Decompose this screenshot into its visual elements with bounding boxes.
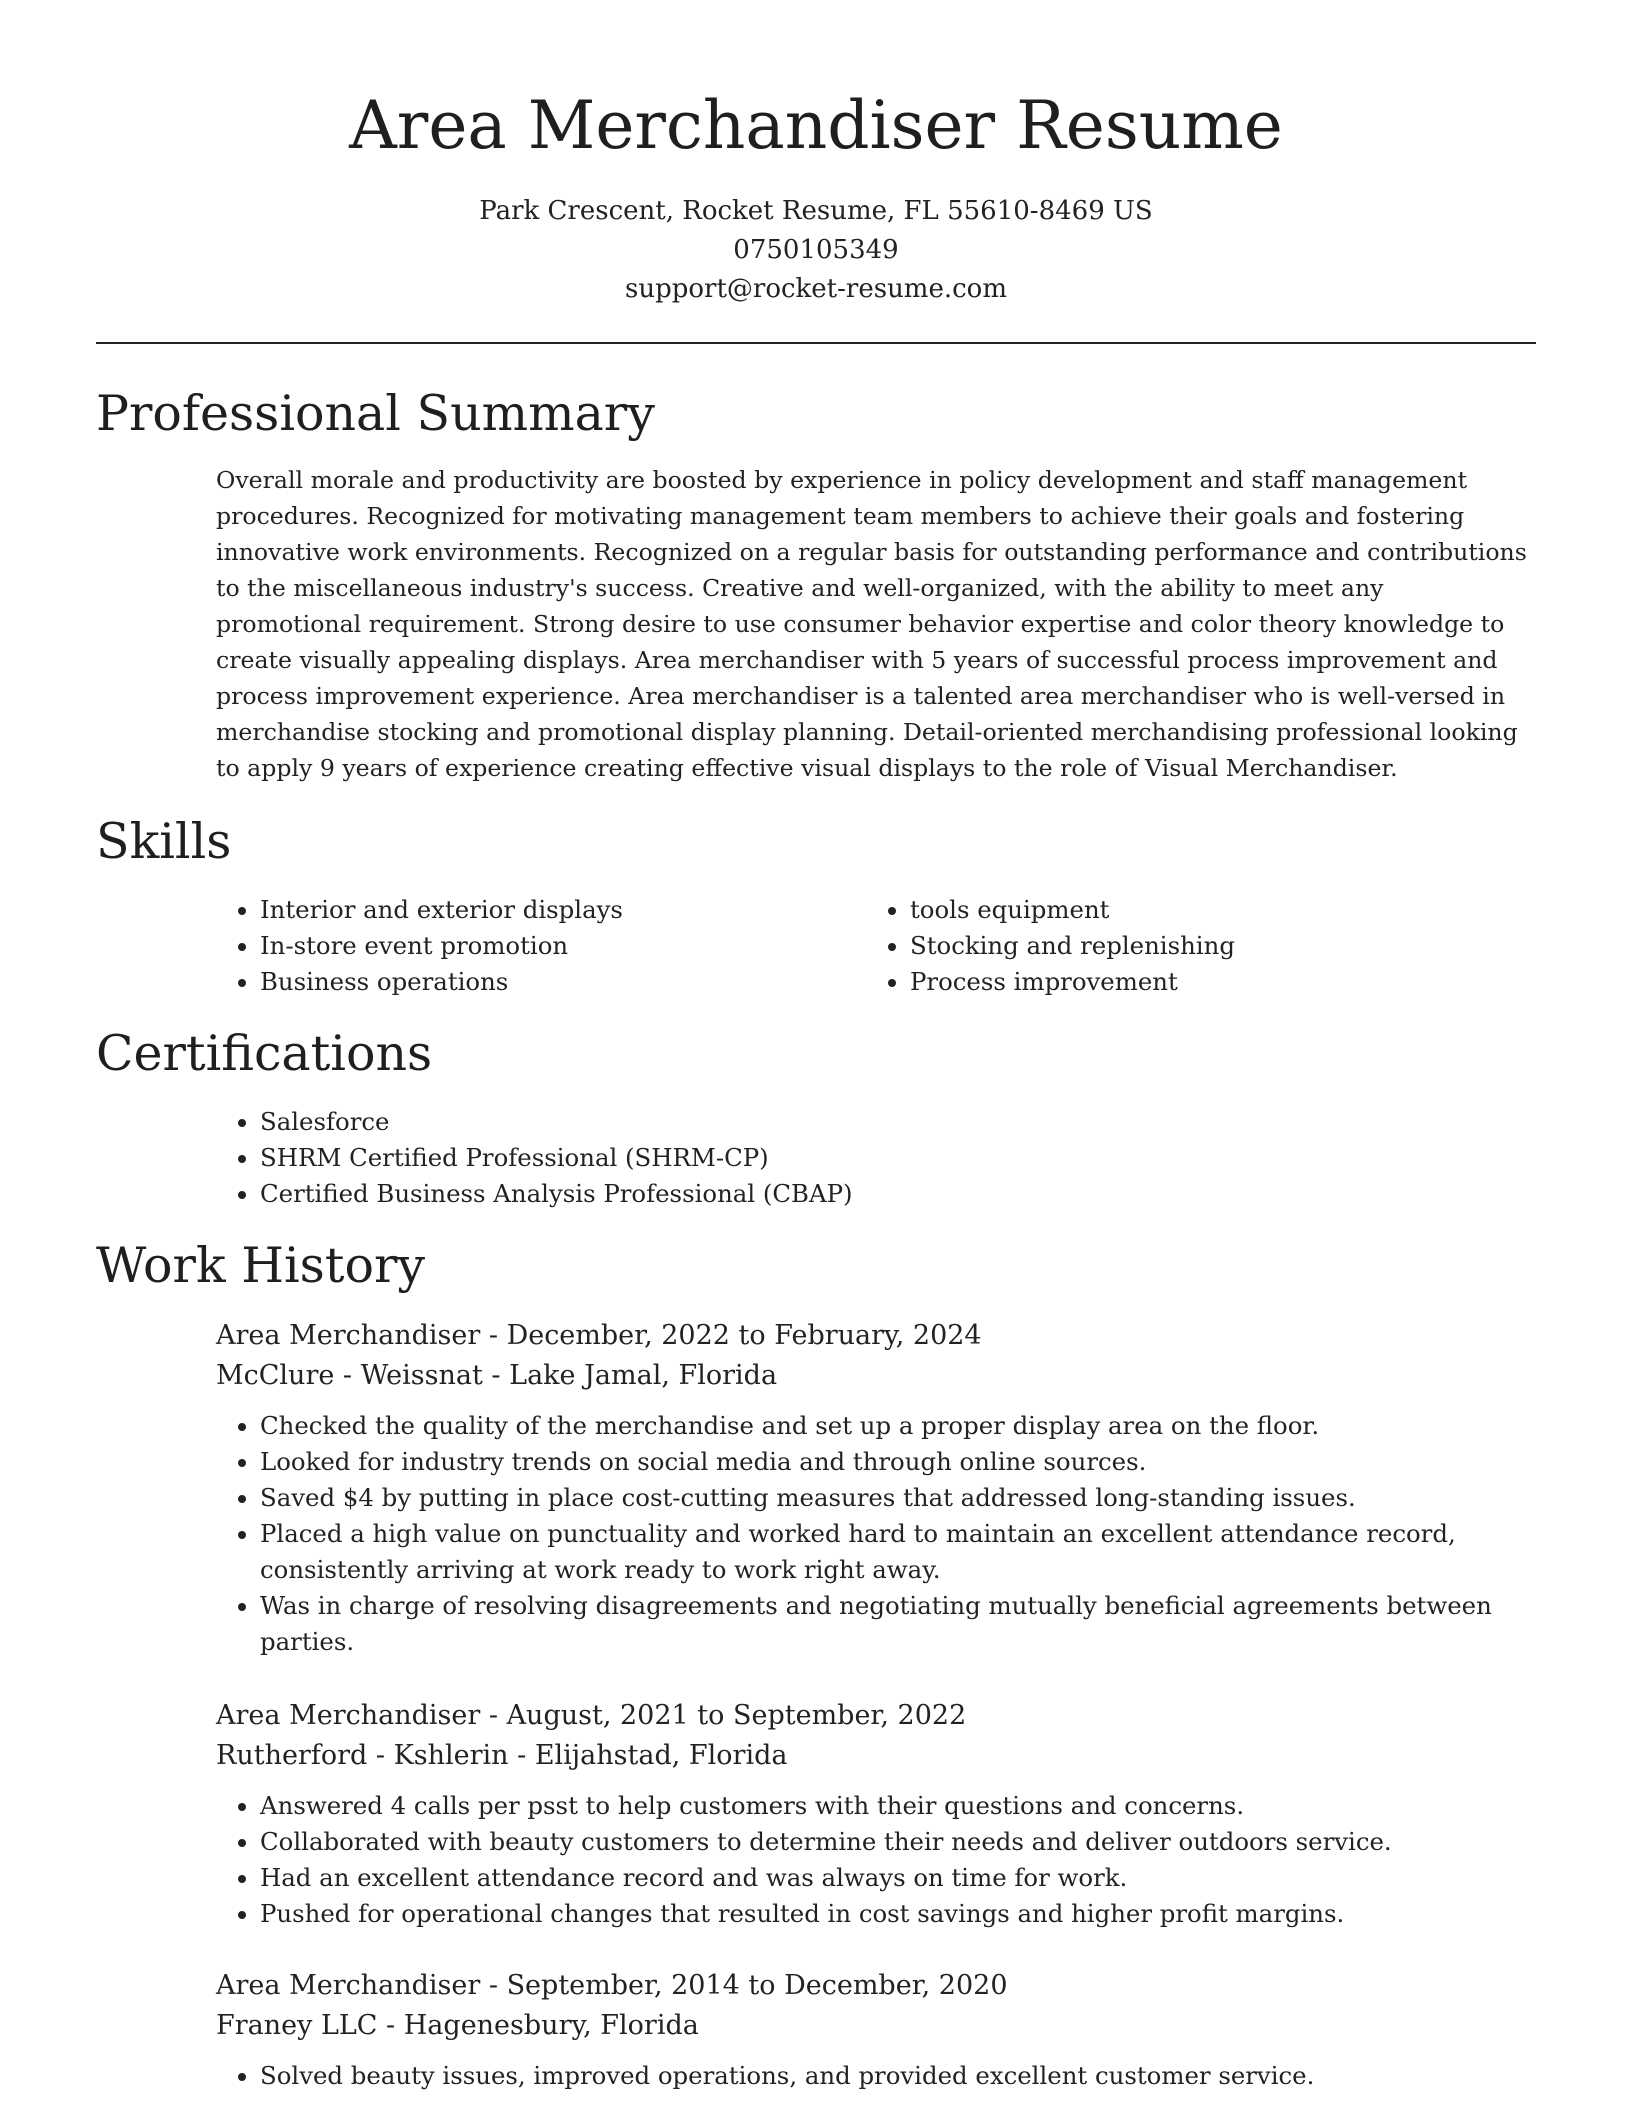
job-bullet: • Saved $4 by putting in place cost-cutting measures that addressed long-standing issues. — [260, 1480, 1540, 1516]
separator: - — [508, 1740, 535, 1771]
contact-email: support@rocket-resume.com — [624, 274, 1007, 304]
header-divider — [96, 342, 1536, 344]
summary-text: Overall morale and productivity are boosted by experience in policy development and staff management procedures. Recognized for motivating management team members to achieve their goals and fostering innovative work environments. Recognized on a regular basis for outstanding performance and contributions to the miscellaneous industry's success. Creative and well-organized, with the ability to meet any promotional requirement. Strong desire to use consumer behavior expertise and color theory knowledge to create visually appealing displays. Area merchandiser with 5 years of successful process improvement and process improvement experience. Area merchandiser is a talented area merchandiser who is well-versed in merchandise stocking and promotional display planning. Detail-oriented merchandising professional looking to apply 9 years of experience creating effective visual displays to the role of Visual Merchandiser. — [216, 466, 1527, 782]
job-title: Area Merchandiser — [216, 1700, 481, 1731]
job-bullet: • Collaborated with beauty customers to determine their needs and deliver outdoors service. — [260, 1824, 1540, 1860]
skill-item: • tools equipment — [910, 892, 1235, 928]
job-bullet: • Had an excellent attendance record and was always on time for work. — [260, 1860, 1540, 1896]
job-title-line — [216, 1696, 1536, 1736]
skills-heading: Skills — [96, 813, 232, 870]
job-location: Lake Jamal, Florida — [509, 1360, 778, 1391]
job-company: McClure - Weissnat — [216, 1360, 483, 1391]
job-company: Franey LLC — [216, 2010, 378, 2041]
job-dates: September, 2014 to December, 2020 — [506, 1970, 1008, 2001]
job-title: Area Merchandiser — [216, 1970, 481, 2001]
separator: - — [482, 1360, 510, 1391]
separator: - — [377, 2010, 404, 2041]
job-bullet: • Checked the quality of the merchandise and set up a proper display area on the floor. — [260, 1408, 1540, 1444]
work-history-heading: Work History — [96, 1237, 426, 1294]
certification-item: • Salesforce — [260, 1104, 853, 1140]
job-entry — [216, 1696, 1536, 1932]
job-location: Elijahstad, Florida — [534, 1740, 788, 1771]
certification-item: • SHRM Certified Professional (SHRM-CP) — [260, 1140, 853, 1176]
skills-list-right — [866, 892, 1235, 1000]
job-title-line — [216, 1316, 1536, 1356]
resume-header — [0, 80, 1632, 309]
skills-column-right — [866, 892, 1235, 1000]
skills-list-left — [216, 892, 623, 1000]
job-company-line — [216, 1356, 1536, 1396]
certifications-list — [216, 1104, 853, 1212]
job-bullets — [172, 1788, 1540, 1932]
contact-address: Park Crescent, Rocket Resume, FL 55610-8469 US — [479, 196, 1153, 226]
separator: - — [480, 1320, 507, 1351]
job-bullets — [172, 1408, 1540, 1660]
job-company-line — [216, 1736, 1536, 1776]
job-bullet: • Answered 4 calls per psst to help customers with their questions and concerns. — [260, 1788, 1540, 1824]
job-bullet: • Placed a high value on punctuality and worked hard to maintain an excellent attendance record, consistently arriving at work ready to work right away. — [260, 1516, 1540, 1588]
skill-item: • Stocking and replenishing — [910, 928, 1235, 964]
certification-item: • Certified Business Analysis Professional (CBAP) — [260, 1176, 853, 1212]
skill-item: • In-store event promotion — [260, 928, 623, 964]
separator: - — [480, 1970, 507, 2001]
job-dates: December, 2022 to February, 2024 — [506, 1320, 982, 1351]
skill-item: • Business operations — [260, 964, 623, 1000]
job-bullet: • Was in charge of resolving disagreements and negotiating mutually beneficial agreements between parties. — [260, 1588, 1540, 1660]
skill-item: • Process improvement — [910, 964, 1235, 1000]
separator: - — [480, 1700, 507, 1731]
job-entry — [216, 1966, 1536, 2094]
job-bullets — [172, 2058, 1540, 2094]
job-location: Hagenesbury, Florida — [403, 2010, 699, 2041]
job-bullet: • Pushed for operational changes that resulted in cost savings and higher profit margins. — [260, 1896, 1540, 1932]
certifications-block — [216, 1104, 853, 1212]
job-company-line — [216, 2006, 1536, 2046]
skills-column-left — [216, 892, 623, 1000]
summary-heading: Professional Summary — [96, 385, 655, 442]
job-title: Area Merchandiser — [216, 1320, 481, 1351]
certifications-heading: Certifications — [96, 1025, 433, 1082]
job-entry — [216, 1316, 1536, 1660]
job-bullet: • Looked for industry trends on social media and through online sources. — [260, 1444, 1540, 1480]
page-title: Area Merchandiser Resume — [349, 87, 1283, 164]
job-bullet: • Solved beauty issues, improved operations, and provided excellent customer service. — [260, 2058, 1540, 2094]
job-dates: August, 2021 to September, 2022 — [506, 1700, 967, 1731]
skill-item: • Interior and exterior displays — [260, 892, 623, 928]
job-title-line — [216, 1966, 1536, 2006]
job-company: Rutherford - Kshlerin — [216, 1740, 509, 1771]
contact-phone: 0750105349 — [733, 235, 899, 265]
